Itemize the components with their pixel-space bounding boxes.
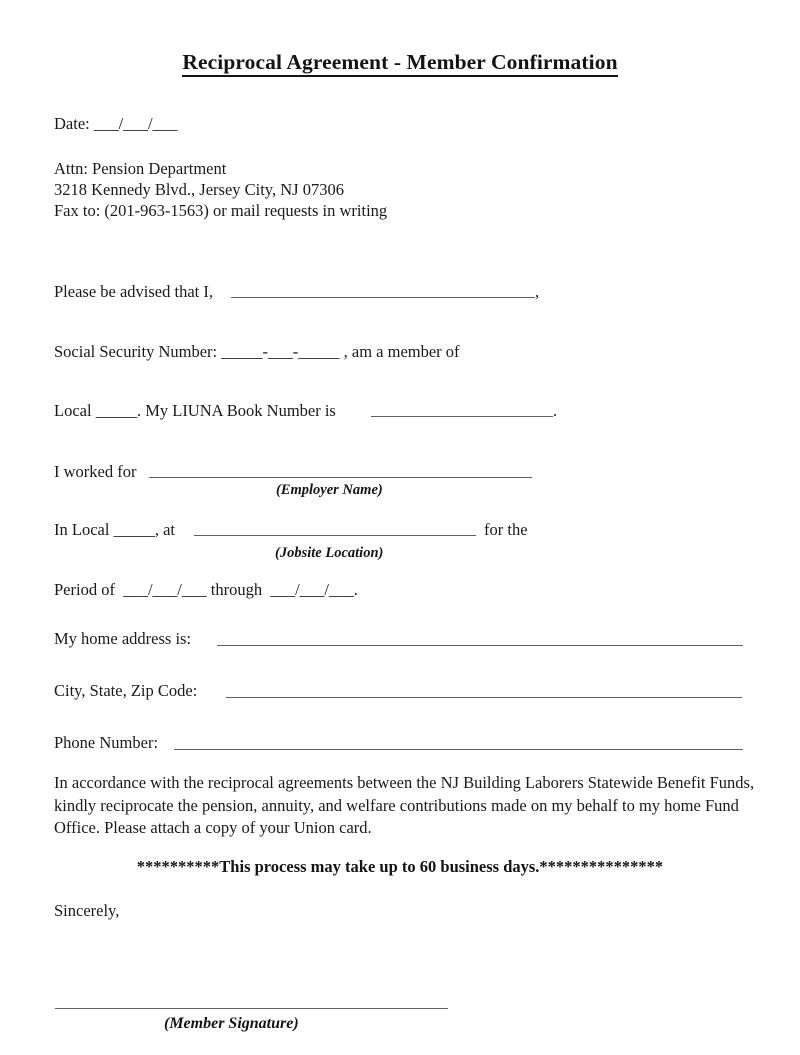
local-trailing: . My LIUNA Book Number is	[136, 401, 336, 420]
ssn-trailing: , am a member of	[343, 342, 460, 361]
page-title-text: Reciprocal Agreement - Member Confirmation	[182, 50, 617, 77]
recipient-attn: Attn: Pension Department	[54, 159, 227, 178]
period-from-blank[interactable]: ___/___/___	[123, 580, 207, 599]
period-through-label: through	[210, 580, 263, 599]
date-line	[54, 113, 177, 134]
home-address-blank[interactable]	[217, 645, 743, 646]
employer-name-caption: (Employer Name)	[276, 482, 383, 498]
local-label: Local	[54, 401, 92, 420]
employer-name-blank[interactable]	[149, 477, 532, 478]
recipient-address: 3218 Kennedy Blvd., Jersey City, NJ 07306	[54, 180, 344, 199]
advised-trailing: ,	[535, 282, 540, 301]
period-line	[54, 579, 358, 600]
recipient-fax: Fax to: (201-963-1563) or mail requests in writing	[54, 201, 388, 220]
city-state-zip-blank[interactable]	[226, 697, 742, 698]
advised-label: Please be advised that I,	[54, 282, 213, 301]
phone-number-line	[54, 732, 158, 753]
date-blank[interactable]: ___/___/___	[93, 114, 178, 133]
jobsite-location-blank[interactable]	[194, 535, 476, 536]
in-local-label: In Local	[54, 520, 110, 539]
local-book-line	[54, 400, 336, 421]
ssn-label: Social Security Number:	[54, 342, 218, 361]
in-local-blank[interactable]: _____	[113, 520, 155, 539]
member-signature-blank[interactable]	[55, 1008, 448, 1009]
processing-time-notice: **********This process may take up to 60 business days.***************	[136, 857, 664, 876]
city-state-zip-line	[54, 680, 197, 701]
liuna-book-number-blank[interactable]	[371, 416, 553, 417]
period-trailing: .	[353, 580, 358, 599]
phone-number-blank[interactable]	[174, 749, 743, 750]
book-trailing: .	[553, 401, 558, 420]
worked-for-label: I worked for	[54, 462, 137, 481]
local-number-blank[interactable]: _____	[95, 401, 137, 420]
member-signature-caption: (Member Signature)	[164, 1015, 299, 1032]
home-address-line	[54, 628, 191, 649]
page-title	[0, 50, 800, 75]
period-label: Period of	[54, 580, 115, 599]
in-local-at: , at	[154, 520, 175, 539]
city-state-zip-label: City, State, Zip Code:	[54, 681, 198, 700]
phone-number-label: Phone Number:	[54, 733, 159, 752]
worked-for-line	[54, 461, 136, 482]
date-label: Date:	[54, 114, 90, 133]
ssn-blank[interactable]: _____-___-_____	[221, 342, 340, 361]
ssn-line	[54, 341, 460, 362]
sign-off: Sincerely,	[54, 901, 120, 920]
in-local-line	[54, 519, 175, 540]
closing-paragraph: In accordance with the reciprocal agreements between the NJ Building Laborers Statewide Benefit Funds, kindly reciprocate the pension, annuity, and welfare contributions made on my behalf to my home Fund Office. Please attach a copy of your Union card.	[54, 773, 755, 837]
in-local-trailing: for the	[484, 520, 528, 539]
jobsite-location-caption: (Jobsite Location)	[275, 545, 384, 561]
member-name-blank[interactable]	[231, 297, 535, 298]
period-to-blank[interactable]: ___/___/___	[270, 580, 354, 599]
advised-line	[54, 281, 213, 302]
home-address-label: My home address is:	[54, 629, 192, 648]
